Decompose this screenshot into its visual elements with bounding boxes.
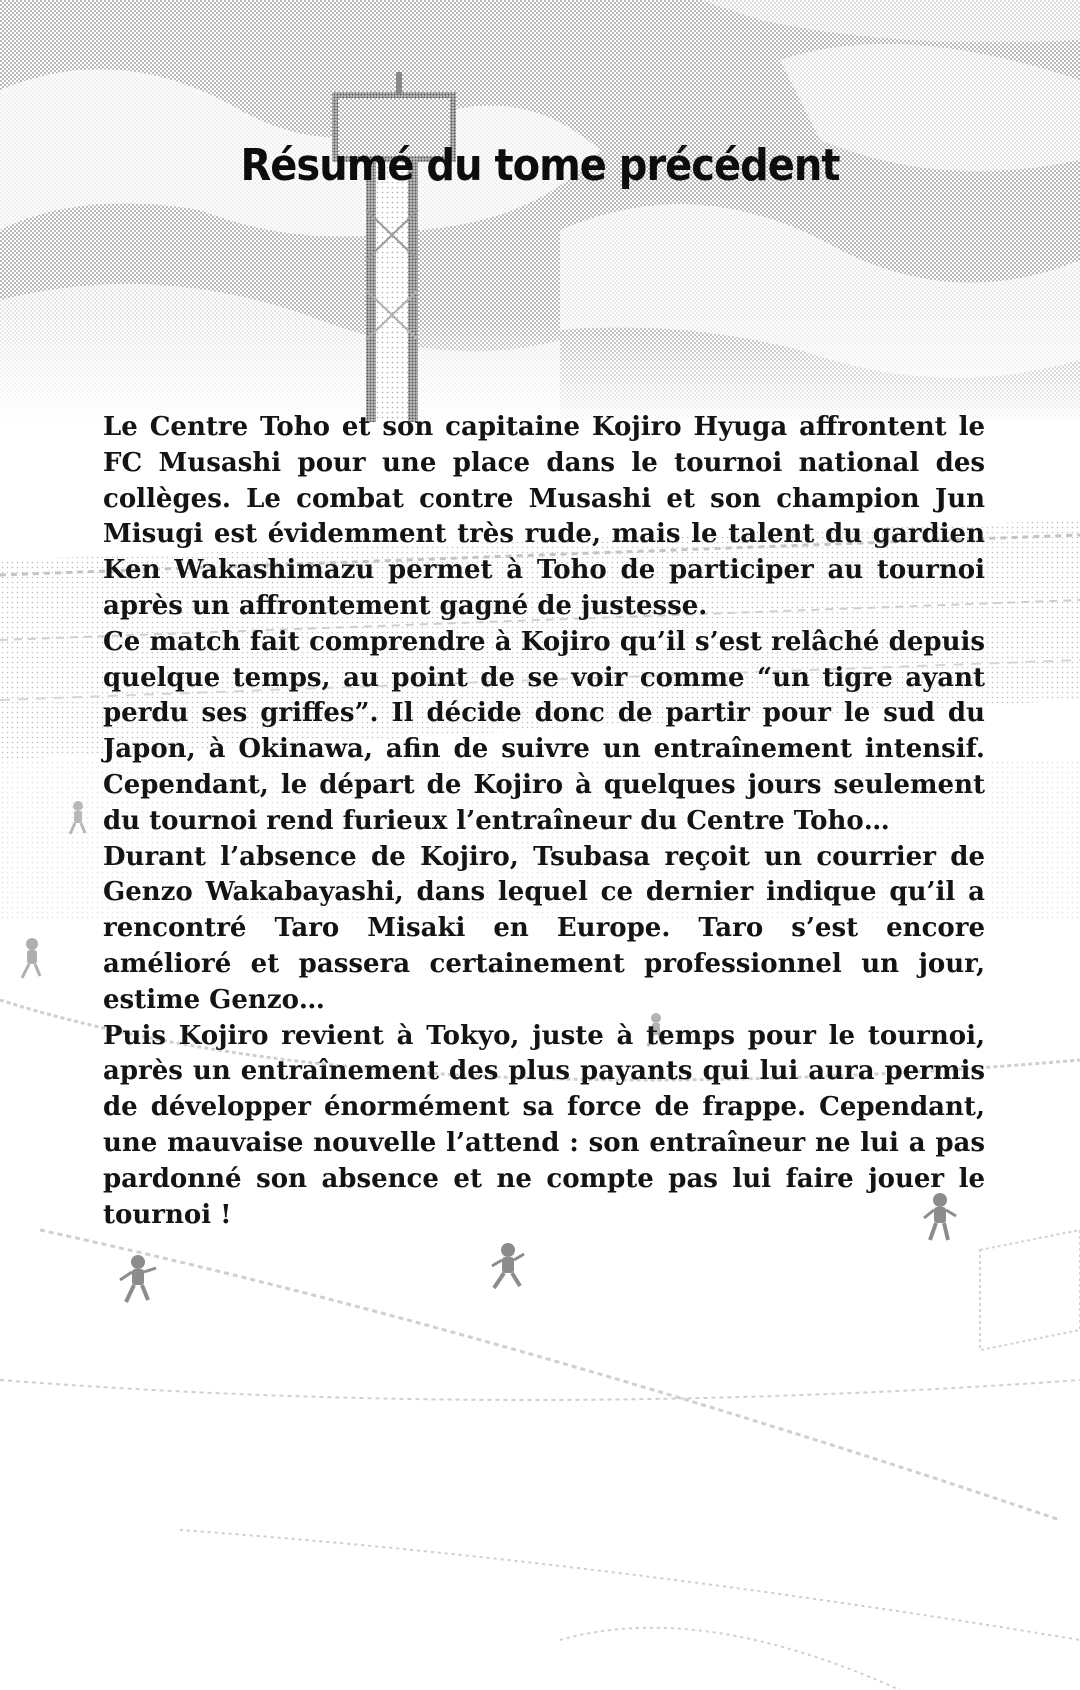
player-figure bbox=[120, 1255, 156, 1302]
player-figure bbox=[492, 1243, 524, 1288]
goal-net bbox=[980, 1230, 1080, 1350]
page-title: Résumé du tome précédent bbox=[240, 141, 840, 191]
sky-screentone bbox=[0, 0, 1080, 430]
summary-paragraph-1: Le Centre Toho et son capitaine Kojiro Hyuga affrontent le FC Musashi pour une place dans le tournoi national des collèges. Le combat contre Musashi et son champion Jun Misugi est évidemment très rude, mais le talent du gardien Ken Wakashimazu permet à Toho de participer au tournoi après un affrontement gagné de justesse. bbox=[103, 412, 985, 621]
player-figure bbox=[22, 938, 40, 978]
summary-paragraph-3: Durant l’absence de Kojiro, Tsubasa reçoit un courrier de Genzo Wakabayashi, dans lequel ce dernier indique qu’il a rencontré Taro Misaki en Europe. Taro s’est encore amélioré et passera certainement professionnel un jour, estime Genzo… bbox=[103, 841, 985, 1015]
summary-paragraph-2: Ce match fait comprendre à Kojiro qu’il s’est relâché depuis quelque temps, au point de se voir comme “un tigre ayant perdu ses griffes”. Il décide donc de partir pour le sud du Japon, à Okinawa, afin de suivre un entraînement intensif. Cependant, le départ de Kojiro à quelques jours seulement du tournoi rend furieux l’entraîneur du Centre Toho… bbox=[103, 626, 985, 836]
summary-text-block bbox=[103, 410, 985, 1233]
summary-paragraph-4: Puis Kojiro revient à Tokyo, juste à temps pour le tournoi, après un entraînement des plus payants qui lui aura permis de développer énormément sa force de frappe. Cependant, une mauvaise nouvelle l’attend : son entraîneur ne lui a pas pardonné son absence et ne compte pas lui faire jouer le tournoi ! bbox=[103, 1020, 985, 1230]
